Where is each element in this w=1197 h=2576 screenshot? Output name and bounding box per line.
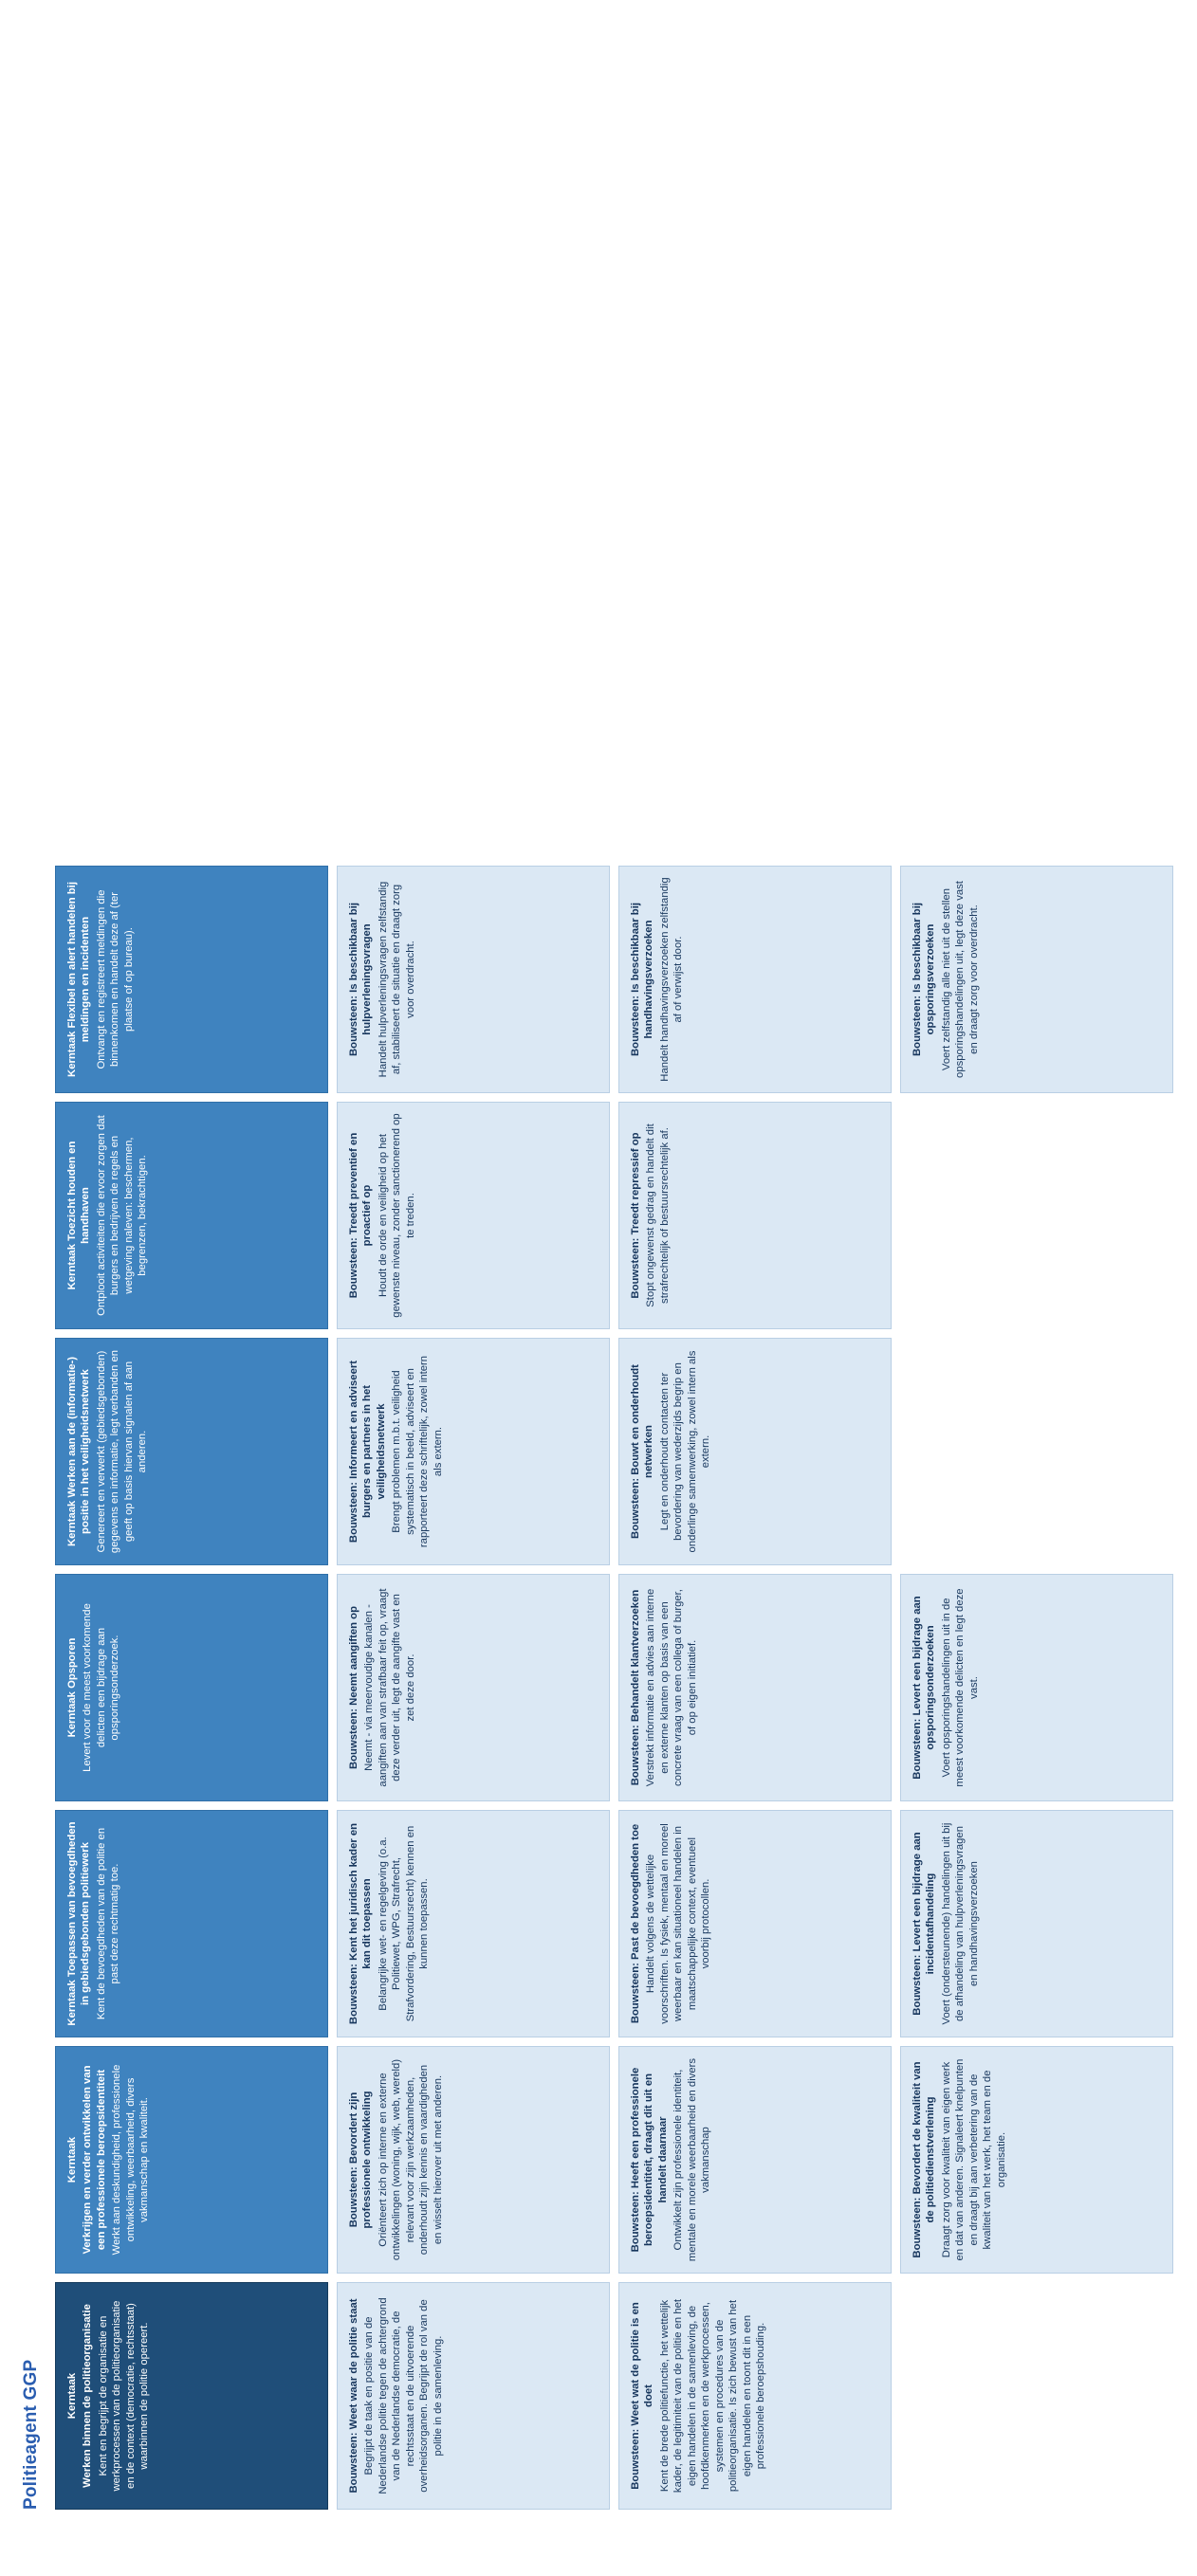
bouwsteen-title-4-1: Bouwsteen: Neemt aangiften op bbox=[348, 1606, 359, 1769]
bouwsteen-title-1-1: Bouwsteen: Weet waar de politie staat bbox=[348, 2298, 359, 2494]
bouwsteen-card-7-1 bbox=[337, 866, 610, 1093]
bouwsteen-row-1 bbox=[337, 866, 610, 2510]
bouwsteen-text-4-2: Verstrekt informatie en advies aan interne en externe klanten op basis van een concrete vraag van een collega of burger, of op eigen initiatief. bbox=[645, 1588, 698, 1787]
bouwsteen-title-6-1: Bouwsteen: Treedt preventief en proactief op bbox=[348, 1132, 374, 1299]
kerntaak-card-5 bbox=[55, 1338, 328, 1565]
kerntaak-row bbox=[55, 866, 328, 2510]
kerntaak-subtitle-2: Verkrijgen en verder ontwikkelen van een professionele beroepsidentiteit bbox=[82, 2065, 107, 2255]
bouwsteen-text-3-3: Voert (ondersteunende) handelingen uit bij de afhandeling van hulpverleningsvragen en handhavingsverzoeken bbox=[940, 1822, 980, 2025]
bouwsteen-text-5-2: Legt en onderhoudt contacten ter bevordering van wederzijds begrip en onderlinge samenwerking, zowel intern als extern. bbox=[658, 1350, 712, 1553]
kerntaak-card-7 bbox=[55, 866, 328, 1093]
bouwsteen-text-4-1: Neemt - via meervoudige kanalen - aangiften aan van strafbaar feit op, vraagt deze verder uit, legt de aangifte vast en zet deze door. bbox=[363, 1588, 416, 1787]
bouwsteen-card-7-3 bbox=[900, 866, 1173, 1093]
bouwsteen-card-6-1 bbox=[337, 1102, 610, 1329]
kerntaak-text-7: Ontvangt en registreert meldingen die binnenkomen en handelt deze af (ter plaatse of op bureau). bbox=[95, 889, 135, 1069]
competency-grid bbox=[55, 866, 1173, 2510]
kerntaak-card-4 bbox=[55, 1574, 328, 1801]
kerntaak-card-6 bbox=[55, 1102, 328, 1329]
bouwsteen-row-3 bbox=[900, 866, 1173, 2510]
bouwsteen-card-2-3 bbox=[900, 2046, 1173, 2274]
kerntaak-card-2 bbox=[55, 2046, 328, 2274]
kerntaak-title-3: Kerntaak Toepassen van bevoegdheden in gebiedsgebonden politiewerk bbox=[66, 1821, 92, 2026]
kerntaak-text-4: Levert voor de meest voorkomende delicten een bijdrage aan opsporingsonderzoek. bbox=[82, 1603, 121, 1772]
kerntaak-title-5: Kerntaak Werken aan de (informatie-) positie in het veiligheidsnetwerk bbox=[66, 1356, 92, 1547]
bouwsteen-title-7-2: Bouwsteen: Is beschikbaar bij handhavingsverzoeken bbox=[630, 903, 655, 1056]
bouwsteen-text-7-3: Voert zelfstandig alle niet uit de stellen opsporingshandelingen uit, legt deze vast en draagt zorg voor overdracht. bbox=[940, 881, 980, 1078]
kerntaak-title-2: Kerntaak bbox=[66, 2136, 78, 2183]
kerntaak-title-1: Kerntaak bbox=[66, 2372, 78, 2420]
bouwsteen-card-5-2 bbox=[618, 1338, 892, 1565]
bouwsteen-title-2-3: Bouwsteen: Bevordert de kwaliteit van de politiedienstverlening bbox=[912, 2061, 937, 2258]
bouwsteen-card-1-2 bbox=[618, 2282, 892, 2510]
bouwsteen-text-1-2: Kent de brede politiefunctie, het wettelijk kader, de legitimiteit van de politie en het eigen handelen in de samenleving, de hoofdkenmerken en de werkprocessen, systemen en procedures van de politieorganisatie. Is zich bewust van het eigen handelen en toont dit in een professionele beroepshouding. bbox=[658, 2298, 767, 2494]
bouwsteen-card-6-2 bbox=[618, 1102, 892, 1329]
bouwsteen-text-2-3: Draagt zorg voor kwaliteit van eigen werk en dat van anderen. Signaleert knelpunten en draagt bij aan verbetering van de kwaliteit van het werk, het team en de organisatie. bbox=[940, 2058, 1007, 2261]
bouwsteen-text-2-1: Oriënteert zich op interne en externe ontwikkelingen (woning, wijk, web, wereld) relevant voor zijn werkzaamheden, onderhoudt zijn kennis en vaardigheden en wisselt hierover uit met anderen. bbox=[377, 2058, 444, 2261]
bouwsteen-text-2-2: Ontwikkelt zijn professionele identiteit, mentale en morele weerbaarheid en divers vakmanschap bbox=[672, 2057, 712, 2262]
bouwsteen-title-4-3: Bouwsteen: Levert een bijdrage aan opsporingsonderzoeken bbox=[912, 1596, 937, 1780]
bouwsteen-text-3-2: Handelt volgens de wettelijke voorschriften. Is fysiek, mentaal en moreel weerbaar en kan situationeel handelen in maatschappelijke context, eventueel voorbij protocollen. bbox=[645, 1823, 712, 2024]
bouwsteen-title-1-2: Bouwsteen: Weet wat de politie is en doet bbox=[630, 2302, 655, 2490]
bouwsteen-card-3-3 bbox=[900, 1810, 1173, 2037]
kerntaak-title-6: Kerntaak Toezicht houden en handhaven bbox=[66, 1141, 92, 1290]
bouwsteen-text-6-2: Stopt ongewenst gedrag en handelt dit strafrechtelijk of bestuursrechtelijk af. bbox=[645, 1124, 671, 1307]
bouwsteen-card-4-3 bbox=[900, 1574, 1173, 1801]
bouwsteen-card-4-1 bbox=[337, 1574, 610, 1801]
bouwsteen-title-3-2: Bouwsteen: Past de bevoegdheden toe bbox=[630, 1823, 641, 2024]
kerntaak-title-4: Kerntaak Opsporen bbox=[66, 1637, 78, 1738]
bouwsteen-card-7-2 bbox=[618, 866, 892, 1093]
bouwsteen-text-5-1: Brengt problemen m.b.t. veiligheid systematisch in beeld, adviseert en rapporteert deze schriftelijk, zowel intern als extern. bbox=[391, 1355, 444, 1548]
bouwsteen-title-3-3: Bouwsteen: Levert een bijdrage aan incidentafhandeling bbox=[912, 1832, 937, 2016]
bouwsteen-row-2 bbox=[618, 866, 892, 2510]
bouwsteen-text-3-1: Belangrijke wet- en regelgeving (o.a. Politiewet, WPG, Strafrecht, Strafvordering, Bestuursrecht) kennen en kunnen toepassen. bbox=[377, 1825, 431, 2022]
bouwsteen-title-6-2: Bouwsteen: Treedt repressief op bbox=[630, 1132, 641, 1299]
kerntaak-text-3: Kent de bevoegdheden van de politie en past deze rechtmatig toe. bbox=[95, 1827, 121, 2020]
bouwsteen-card-4-2 bbox=[618, 1574, 892, 1801]
bouwsteen-title-3-1: Bouwsteen: Kent het juridisch kader en kan dit toepassen bbox=[348, 1822, 374, 2025]
bouwsteen-text-4-3: Voert opsporingshandelingen uit in de meest voorkomende delicten en legt deze vast. bbox=[940, 1588, 980, 1787]
bouwsteen-title-4-2: Bouwsteen: Behandelt klantverzoeken bbox=[630, 1589, 641, 1786]
kerntaak-text-5: Genereert en verwerkt (gebiedsgebonden) gegevens en informatie, legt verbanden en geeft op basis hiervan signalen af aan anderen. bbox=[95, 1349, 149, 1554]
bouwsteen-text-1-1: Begrijpt de taak en positie van de Nederlandse politie tegen de achtergrond van de Nederlandse democratie, de rechtsstaat en de uitvoerende overheidsorganen. Begrijpt de rol van de politie in de samenleving. bbox=[363, 2297, 444, 2494]
bouwsteen-card-3-2 bbox=[618, 1810, 892, 2037]
bouwsteen-text-7-1: Handelt hulpverleningsvragen zelfstandig af, stabiliseert de situatie en draagt zorg voor overdracht. bbox=[377, 881, 416, 1078]
bouwsteen-title-2-2: Bouwsteen: Heeft een professionele beroepsidentiteit, draagt dit uit en handelt daarnaar bbox=[630, 2067, 669, 2253]
bouwsteen-card-6-3-empty bbox=[900, 1102, 1173, 1329]
kerntaak-title-7: Kerntaak Flexibel en alert handelen bij meldingen en incidenten bbox=[66, 882, 92, 1077]
bouwsteen-card-1-3-empty bbox=[900, 2282, 1173, 2510]
bouwsteen-text-7-2: Handelt handhavingsverzoeken zelfstandig af of verwijst door. bbox=[658, 877, 685, 1082]
bouwsteen-title-7-1: Bouwsteen: Is beschikbaar bij hulpverleningsvragen bbox=[348, 903, 374, 1056]
bouwsteen-title-7-3: Bouwsteen: Is beschikbaar bij opsporingsverzoeken bbox=[912, 903, 937, 1056]
bouwsteen-title-5-2: Bouwsteen: Bouwt en onderhoudt netwerken bbox=[630, 1364, 655, 1539]
kerntaak-subtitle-1: Werken binnen de politieorganisatie bbox=[82, 2304, 94, 2488]
bouwsteen-card-2-2 bbox=[618, 2046, 892, 2274]
kerntaak-card-3 bbox=[55, 1810, 328, 2037]
bouwsteen-card-5-3-empty bbox=[900, 1338, 1173, 1565]
kerntaak-text-2: Werkt aan deskundigheid, professionele ontwikkeling, weerbaarheid, divers vakmanschap en kwaliteit. bbox=[111, 2064, 151, 2256]
bouwsteen-card-5-1 bbox=[337, 1338, 610, 1565]
kerntaak-text-6: Ontplooit activiteiten die ervoor zorgen dat burgers en bedrijven de regels en wetgeving naleven: beschermen, begrenzen, bekrachtigen. bbox=[95, 1115, 149, 1316]
bouwsteen-title-2-1: Bouwsteen: Bevordert zijn professionele ontwikkeling bbox=[348, 2091, 374, 2229]
bouwsteen-card-1-1 bbox=[337, 2282, 610, 2510]
bouwsteen-card-2-1 bbox=[337, 2046, 610, 2274]
page-title: Politieagent GGP bbox=[21, 2359, 41, 2510]
kerntaak-card-1 bbox=[55, 2282, 328, 2510]
bouwsteen-title-5-1: Bouwsteen: Informeert en adviseert burgers en partners in het veiligheidsnetwerk bbox=[348, 1360, 387, 1544]
bouwsteen-card-3-1 bbox=[337, 1810, 610, 2037]
kerntaak-text-1: Kent en begrijpt de organisatie en werkprocessen van de politieorganisatie en de context (democratie, rechtsstaat) waarbinnen de politie opereert. bbox=[97, 2300, 151, 2492]
bouwsteen-text-6-1: Houdt de orde en veiligheid op het gewenste niveau, zonder sanctionerend op te treden. bbox=[377, 1113, 416, 1318]
